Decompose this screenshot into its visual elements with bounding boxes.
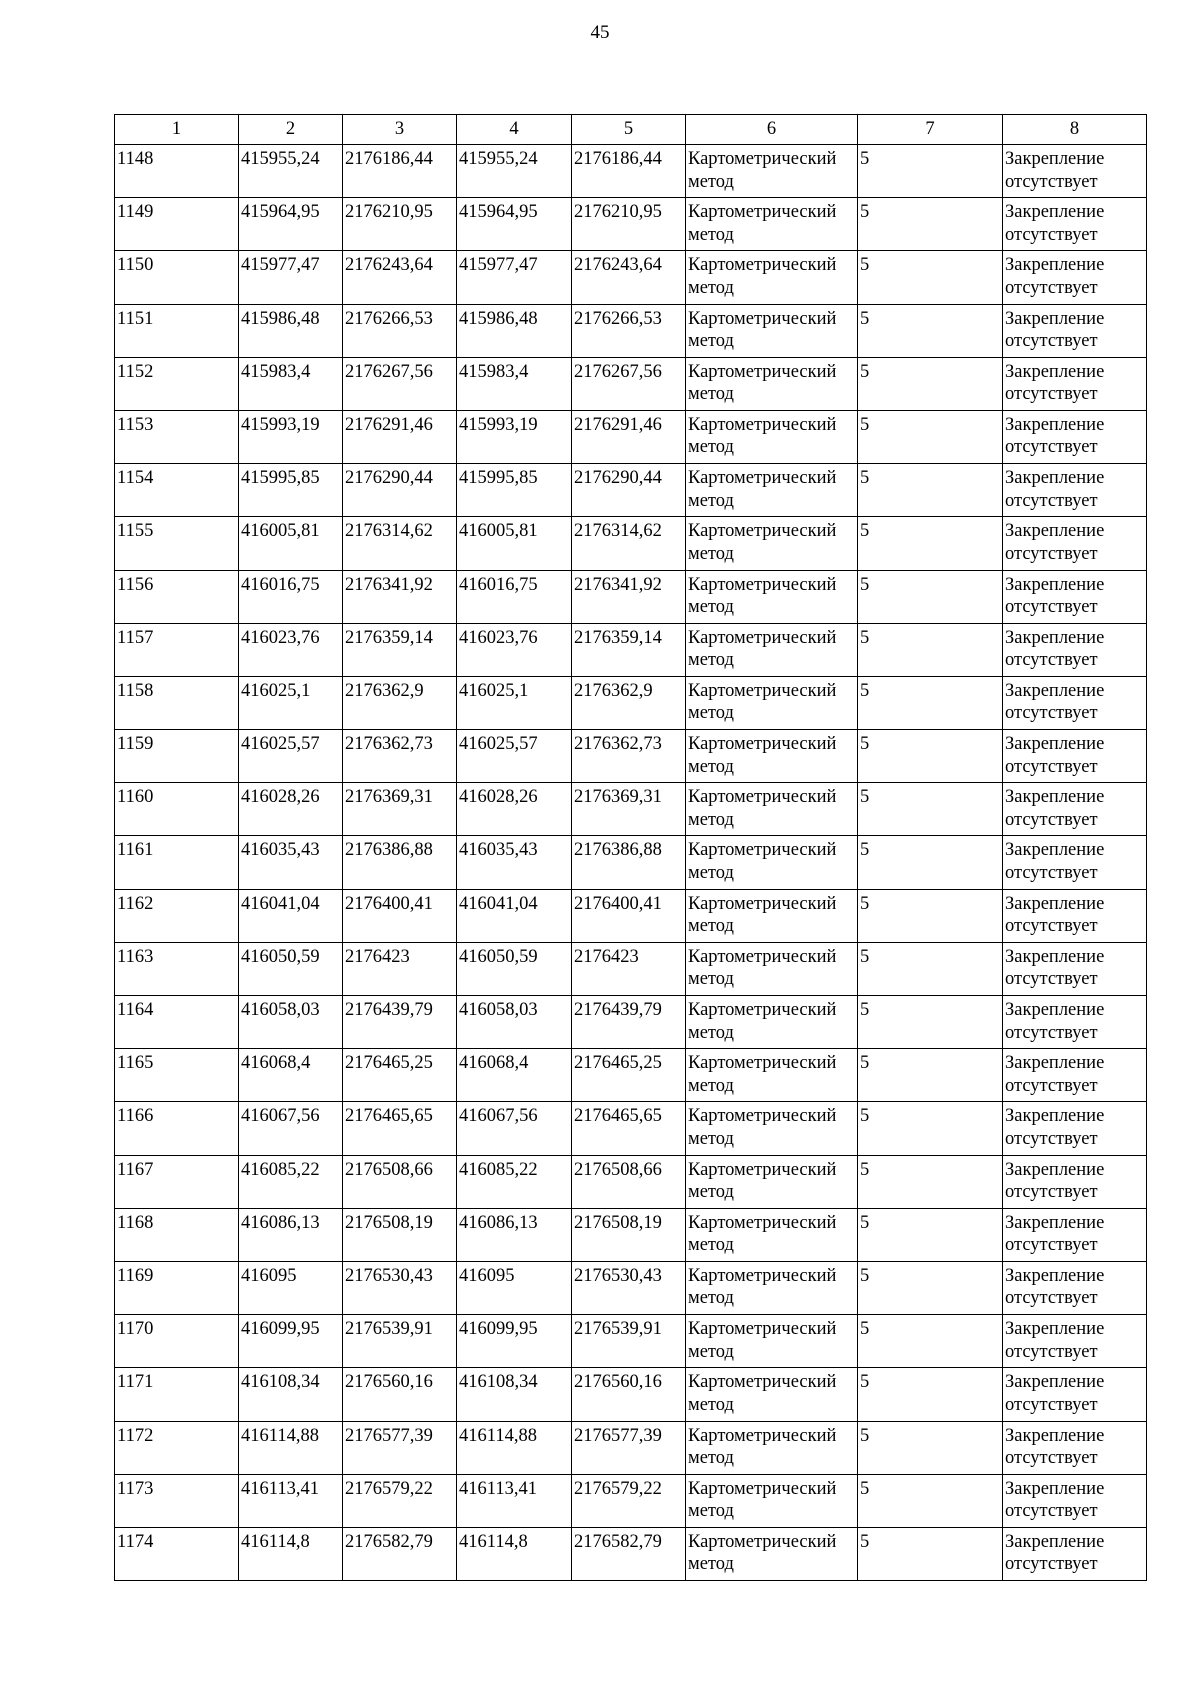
x-coordinate-cell: 416023,76 [239, 623, 343, 676]
y-coordinate-cell: 2176579,22 [343, 1474, 457, 1527]
point-number-cell: 1165 [115, 1049, 239, 1102]
description-cell: Закрепление отсутствует [1003, 1315, 1147, 1368]
table-row [115, 889, 1147, 942]
accuracy-cell: 5 [858, 1155, 1003, 1208]
table-body [115, 145, 1147, 1581]
y-coordinate-cell: 2176314,62 [343, 517, 457, 570]
x-coordinate-new-cell: 416016,75 [457, 570, 572, 623]
x-coordinate-cell: 416108,34 [239, 1368, 343, 1421]
description-cell: Закрепление отсутствует [1003, 730, 1147, 783]
column-header: 6 [686, 115, 858, 145]
description-cell: Закрепление отсутствует [1003, 570, 1147, 623]
method-cell: Картометрический метод [686, 1421, 858, 1474]
table-row [115, 464, 1147, 517]
description-cell: Закрепление отсутствует [1003, 357, 1147, 410]
point-number-cell: 1154 [115, 464, 239, 517]
accuracy-cell: 5 [858, 1315, 1003, 1368]
x-coordinate-cell: 416067,56 [239, 1102, 343, 1155]
column-header: 7 [858, 115, 1003, 145]
method-cell: Картометрический метод [686, 464, 858, 517]
y-coordinate-new-cell: 2176560,16 [572, 1368, 686, 1421]
y-coordinate-new-cell: 2176314,62 [572, 517, 686, 570]
x-coordinate-cell: 416050,59 [239, 942, 343, 995]
y-coordinate-new-cell: 2176465,25 [572, 1049, 686, 1102]
table-row [115, 623, 1147, 676]
accuracy-cell: 5 [858, 464, 1003, 517]
method-cell: Картометрический метод [686, 410, 858, 463]
method-cell: Картометрический метод [686, 517, 858, 570]
description-cell: Закрепление отсутствует [1003, 517, 1147, 570]
column-header: 2 [239, 115, 343, 145]
description-cell: Закрепление отсутствует [1003, 251, 1147, 304]
description-cell: Закрепление отсутствует [1003, 1155, 1147, 1208]
method-cell: Картометрический метод [686, 570, 858, 623]
method-cell: Картометрический метод [686, 1474, 858, 1527]
accuracy-cell: 5 [858, 410, 1003, 463]
x-coordinate-new-cell: 416113,41 [457, 1474, 572, 1527]
x-coordinate-new-cell: 416114,8 [457, 1527, 572, 1580]
y-coordinate-cell: 2176582,79 [343, 1527, 457, 1580]
page-number: 45 [590, 22, 610, 43]
table-row [115, 517, 1147, 570]
table-row [115, 1155, 1147, 1208]
table-row [115, 1474, 1147, 1527]
method-cell: Картометрический метод [686, 1368, 858, 1421]
table-row [115, 251, 1147, 304]
point-number-cell: 1169 [115, 1261, 239, 1314]
accuracy-cell: 5 [858, 996, 1003, 1049]
description-cell: Закрепление отсутствует [1003, 464, 1147, 517]
description-cell: Закрепление отсутствует [1003, 996, 1147, 1049]
table-row [115, 1527, 1147, 1580]
method-cell: Картометрический метод [686, 251, 858, 304]
x-coordinate-new-cell: 415995,85 [457, 464, 572, 517]
y-coordinate-new-cell: 2176291,46 [572, 410, 686, 463]
accuracy-cell: 5 [858, 942, 1003, 995]
description-cell: Закрепление отсутствует [1003, 623, 1147, 676]
y-coordinate-cell: 2176560,16 [343, 1368, 457, 1421]
x-coordinate-new-cell: 416085,22 [457, 1155, 572, 1208]
table-row [115, 357, 1147, 410]
accuracy-cell: 5 [858, 198, 1003, 251]
y-coordinate-cell: 2176341,92 [343, 570, 457, 623]
y-coordinate-new-cell: 2176386,88 [572, 836, 686, 889]
y-coordinate-new-cell: 2176359,14 [572, 623, 686, 676]
x-coordinate-cell: 416113,41 [239, 1474, 343, 1527]
y-coordinate-new-cell: 2176186,44 [572, 145, 686, 198]
point-number-cell: 1162 [115, 889, 239, 942]
point-number-cell: 1161 [115, 836, 239, 889]
accuracy-cell: 5 [858, 251, 1003, 304]
method-cell: Картометрический метод [686, 357, 858, 410]
x-coordinate-new-cell: 416068,4 [457, 1049, 572, 1102]
accuracy-cell: 5 [858, 1421, 1003, 1474]
table-row [115, 1421, 1147, 1474]
description-cell: Закрепление отсутствует [1003, 145, 1147, 198]
y-coordinate-new-cell: 2176579,22 [572, 1474, 686, 1527]
x-coordinate-cell: 415983,4 [239, 357, 343, 410]
x-coordinate-new-cell: 416050,59 [457, 942, 572, 995]
x-coordinate-cell: 416085,22 [239, 1155, 343, 1208]
accuracy-cell: 5 [858, 889, 1003, 942]
description-cell: Закрепление отсутствует [1003, 410, 1147, 463]
x-coordinate-new-cell: 416005,81 [457, 517, 572, 570]
point-number-cell: 1166 [115, 1102, 239, 1155]
x-coordinate-new-cell: 415986,48 [457, 304, 572, 357]
x-coordinate-cell: 415995,85 [239, 464, 343, 517]
x-coordinate-new-cell: 416067,56 [457, 1102, 572, 1155]
y-coordinate-cell: 2176508,66 [343, 1155, 457, 1208]
table-row [115, 198, 1147, 251]
x-coordinate-cell: 415993,19 [239, 410, 343, 463]
table-row [115, 1368, 1147, 1421]
x-coordinate-cell: 416114,8 [239, 1527, 343, 1580]
y-coordinate-new-cell: 2176577,39 [572, 1421, 686, 1474]
y-coordinate-cell: 2176539,91 [343, 1315, 457, 1368]
method-cell: Картометрический метод [686, 1102, 858, 1155]
point-number-cell: 1164 [115, 996, 239, 1049]
x-coordinate-cell: 416028,26 [239, 783, 343, 836]
x-coordinate-new-cell: 416099,95 [457, 1315, 572, 1368]
method-cell: Картометрический метод [686, 730, 858, 783]
method-cell: Картометрический метод [686, 1208, 858, 1261]
y-coordinate-new-cell: 2176539,91 [572, 1315, 686, 1368]
accuracy-cell: 5 [858, 1049, 1003, 1102]
column-header: 8 [1003, 115, 1147, 145]
x-coordinate-cell: 416005,81 [239, 517, 343, 570]
header-row [115, 115, 1147, 145]
accuracy-cell: 5 [858, 1208, 1003, 1261]
method-cell: Картометрический метод [686, 783, 858, 836]
x-coordinate-cell: 416095 [239, 1261, 343, 1314]
coordinates-table [114, 114, 1147, 1581]
method-cell: Картометрический метод [686, 1049, 858, 1102]
x-coordinate-cell: 416016,75 [239, 570, 343, 623]
y-coordinate-cell: 2176439,79 [343, 996, 457, 1049]
y-coordinate-cell: 2176210,95 [343, 198, 457, 251]
accuracy-cell: 5 [858, 517, 1003, 570]
accuracy-cell: 5 [858, 1261, 1003, 1314]
point-number-cell: 1163 [115, 942, 239, 995]
x-coordinate-new-cell: 415955,24 [457, 145, 572, 198]
x-coordinate-new-cell: 416023,76 [457, 623, 572, 676]
point-number-cell: 1156 [115, 570, 239, 623]
point-number-cell: 1160 [115, 783, 239, 836]
point-number-cell: 1173 [115, 1474, 239, 1527]
x-coordinate-new-cell: 416108,34 [457, 1368, 572, 1421]
method-cell: Картометрический метод [686, 145, 858, 198]
y-coordinate-cell: 2176400,41 [343, 889, 457, 942]
method-cell: Картометрический метод [686, 996, 858, 1049]
accuracy-cell: 5 [858, 836, 1003, 889]
point-number-cell: 1155 [115, 517, 239, 570]
table-row [115, 730, 1147, 783]
x-coordinate-new-cell: 415964,95 [457, 198, 572, 251]
x-coordinate-cell: 416041,04 [239, 889, 343, 942]
accuracy-cell: 5 [858, 783, 1003, 836]
column-header: 5 [572, 115, 686, 145]
x-coordinate-cell: 416025,57 [239, 730, 343, 783]
point-number-cell: 1153 [115, 410, 239, 463]
method-cell: Картометрический метод [686, 1155, 858, 1208]
point-number-cell: 1168 [115, 1208, 239, 1261]
y-coordinate-cell: 2176386,88 [343, 836, 457, 889]
table-row [115, 1315, 1147, 1368]
method-cell: Картометрический метод [686, 1315, 858, 1368]
point-number-cell: 1152 [115, 357, 239, 410]
y-coordinate-new-cell: 2176582,79 [572, 1527, 686, 1580]
y-coordinate-cell: 2176423 [343, 942, 457, 995]
x-coordinate-cell: 415964,95 [239, 198, 343, 251]
point-number-cell: 1174 [115, 1527, 239, 1580]
accuracy-cell: 5 [858, 304, 1003, 357]
description-cell: Закрепление отсутствует [1003, 1368, 1147, 1421]
point-number-cell: 1150 [115, 251, 239, 304]
y-coordinate-new-cell: 2176210,95 [572, 198, 686, 251]
x-coordinate-new-cell: 416114,88 [457, 1421, 572, 1474]
description-cell: Закрепление отсутствует [1003, 1102, 1147, 1155]
y-coordinate-cell: 2176291,46 [343, 410, 457, 463]
point-number-cell: 1170 [115, 1315, 239, 1368]
y-coordinate-cell: 2176465,25 [343, 1049, 457, 1102]
accuracy-cell: 5 [858, 1527, 1003, 1580]
method-cell: Картометрический метод [686, 889, 858, 942]
x-coordinate-new-cell: 415983,4 [457, 357, 572, 410]
y-coordinate-new-cell: 2176508,19 [572, 1208, 686, 1261]
y-coordinate-cell: 2176362,9 [343, 676, 457, 729]
table-row [115, 783, 1147, 836]
description-cell: Закрепление отсутствует [1003, 1261, 1147, 1314]
table-row [115, 676, 1147, 729]
y-coordinate-new-cell: 2176508,66 [572, 1155, 686, 1208]
description-cell: Закрепление отсутствует [1003, 889, 1147, 942]
y-coordinate-cell: 2176362,73 [343, 730, 457, 783]
description-cell: Закрепление отсутствует [1003, 942, 1147, 995]
x-coordinate-new-cell: 416028,26 [457, 783, 572, 836]
x-coordinate-cell: 415977,47 [239, 251, 343, 304]
x-coordinate-new-cell: 415977,47 [457, 251, 572, 304]
method-cell: Картометрический метод [686, 1527, 858, 1580]
y-coordinate-new-cell: 2176290,44 [572, 464, 686, 517]
method-cell: Картометрический метод [686, 198, 858, 251]
y-coordinate-new-cell: 2176369,31 [572, 783, 686, 836]
y-coordinate-cell: 2176186,44 [343, 145, 457, 198]
column-header: 3 [343, 115, 457, 145]
y-coordinate-new-cell: 2176530,43 [572, 1261, 686, 1314]
accuracy-cell: 5 [858, 1102, 1003, 1155]
point-number-cell: 1148 [115, 145, 239, 198]
y-coordinate-new-cell: 2176267,56 [572, 357, 686, 410]
point-number-cell: 1167 [115, 1155, 239, 1208]
description-cell: Закрепление отсутствует [1003, 198, 1147, 251]
y-coordinate-new-cell: 2176243,64 [572, 251, 686, 304]
description-cell: Закрепление отсутствует [1003, 1421, 1147, 1474]
method-cell: Картометрический метод [686, 836, 858, 889]
description-cell: Закрепление отсутствует [1003, 1474, 1147, 1527]
method-cell: Картометрический метод [686, 1261, 858, 1314]
method-cell: Картометрический метод [686, 304, 858, 357]
x-coordinate-cell: 416068,4 [239, 1049, 343, 1102]
x-coordinate-cell: 415986,48 [239, 304, 343, 357]
accuracy-cell: 5 [858, 1368, 1003, 1421]
y-coordinate-new-cell: 2176266,53 [572, 304, 686, 357]
x-coordinate-new-cell: 416025,1 [457, 676, 572, 729]
description-cell: Закрепление отсутствует [1003, 304, 1147, 357]
point-number-cell: 1157 [115, 623, 239, 676]
y-coordinate-new-cell: 2176439,79 [572, 996, 686, 1049]
y-coordinate-cell: 2176266,53 [343, 304, 457, 357]
description-cell: Закрепление отсутствует [1003, 783, 1147, 836]
description-cell: Закрепление отсутствует [1003, 1527, 1147, 1580]
description-cell: Закрепление отсутствует [1003, 676, 1147, 729]
table-row [115, 304, 1147, 357]
y-coordinate-new-cell: 2176362,73 [572, 730, 686, 783]
point-number-cell: 1172 [115, 1421, 239, 1474]
table-row [115, 145, 1147, 198]
table-row [115, 836, 1147, 889]
accuracy-cell: 5 [858, 357, 1003, 410]
table-row [115, 996, 1147, 1049]
column-header: 1 [115, 115, 239, 145]
x-coordinate-cell: 416114,88 [239, 1421, 343, 1474]
x-coordinate-new-cell: 416058,03 [457, 996, 572, 1049]
x-coordinate-cell: 416025,1 [239, 676, 343, 729]
x-coordinate-cell: 416099,95 [239, 1315, 343, 1368]
method-cell: Картометрический метод [686, 676, 858, 729]
table-row [115, 570, 1147, 623]
table-row [115, 942, 1147, 995]
x-coordinate-cell: 416058,03 [239, 996, 343, 1049]
y-coordinate-cell: 2176508,19 [343, 1208, 457, 1261]
y-coordinate-new-cell: 2176362,9 [572, 676, 686, 729]
accuracy-cell: 5 [858, 1474, 1003, 1527]
point-number-cell: 1158 [115, 676, 239, 729]
x-coordinate-new-cell: 416025,57 [457, 730, 572, 783]
accuracy-cell: 5 [858, 570, 1003, 623]
x-coordinate-new-cell: 415993,19 [457, 410, 572, 463]
accuracy-cell: 5 [858, 730, 1003, 783]
y-coordinate-new-cell: 2176400,41 [572, 889, 686, 942]
y-coordinate-new-cell: 2176465,65 [572, 1102, 686, 1155]
description-cell: Закрепление отсутствует [1003, 1208, 1147, 1261]
method-cell: Картометрический метод [686, 942, 858, 995]
table-row [115, 1208, 1147, 1261]
point-number-cell: 1149 [115, 198, 239, 251]
x-coordinate-cell: 416035,43 [239, 836, 343, 889]
point-number-cell: 1171 [115, 1368, 239, 1421]
accuracy-cell: 5 [858, 623, 1003, 676]
description-cell: Закрепление отсутствует [1003, 1049, 1147, 1102]
x-coordinate-new-cell: 416086,13 [457, 1208, 572, 1261]
y-coordinate-cell: 2176577,39 [343, 1421, 457, 1474]
x-coordinate-new-cell: 416095 [457, 1261, 572, 1314]
point-number-cell: 1159 [115, 730, 239, 783]
x-coordinate-cell: 415955,24 [239, 145, 343, 198]
table-row [115, 410, 1147, 463]
y-coordinate-new-cell: 2176341,92 [572, 570, 686, 623]
table-row [115, 1049, 1147, 1102]
table-row [115, 1261, 1147, 1314]
y-coordinate-cell: 2176359,14 [343, 623, 457, 676]
table-row [115, 1102, 1147, 1155]
y-coordinate-cell: 2176369,31 [343, 783, 457, 836]
y-coordinate-cell: 2176267,56 [343, 357, 457, 410]
x-coordinate-new-cell: 416041,04 [457, 889, 572, 942]
point-number-cell: 1151 [115, 304, 239, 357]
x-coordinate-cell: 416086,13 [239, 1208, 343, 1261]
y-coordinate-cell: 2176243,64 [343, 251, 457, 304]
accuracy-cell: 5 [858, 145, 1003, 198]
y-coordinate-cell: 2176530,43 [343, 1261, 457, 1314]
y-coordinate-new-cell: 2176423 [572, 942, 686, 995]
accuracy-cell: 5 [858, 676, 1003, 729]
x-coordinate-new-cell: 416035,43 [457, 836, 572, 889]
y-coordinate-cell: 2176465,65 [343, 1102, 457, 1155]
column-header: 4 [457, 115, 572, 145]
description-cell: Закрепление отсутствует [1003, 836, 1147, 889]
y-coordinate-cell: 2176290,44 [343, 464, 457, 517]
method-cell: Картометрический метод [686, 623, 858, 676]
